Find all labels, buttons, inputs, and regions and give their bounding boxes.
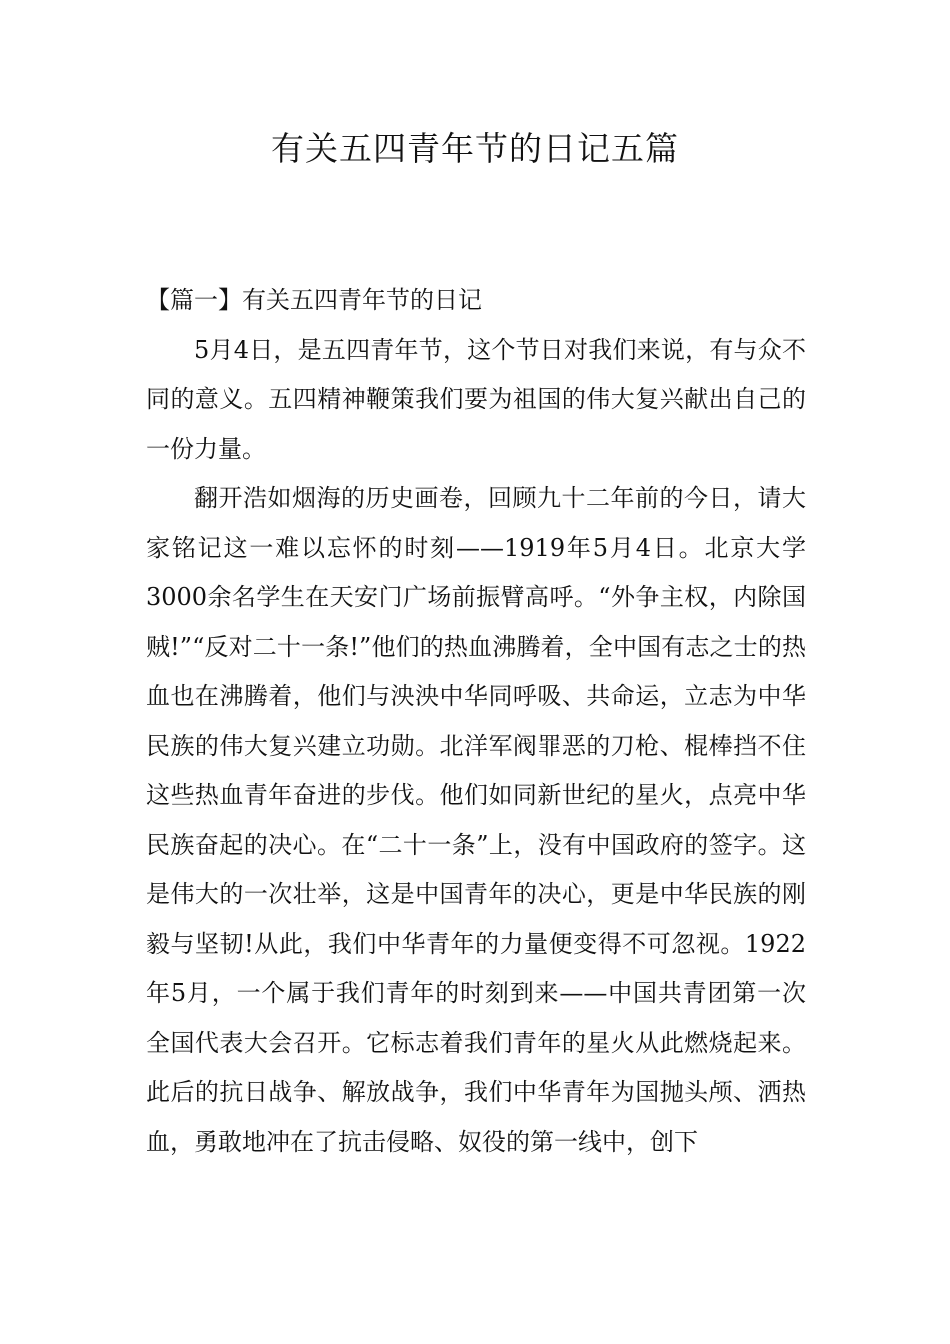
document-title: 有关五四青年节的日记五篇	[271, 129, 679, 168]
paragraph-2: 翻开浩如烟海的历史画卷，回顾九十二年前的今日，请大家铭记这一难以忘怀的时刻——1919年5月4日。北京大学3000余名学生在天安门广场前振臂高呼。“外争主权，内除国 贼!”“反对二十一条!”他们的热血沸腾着，全中国有志之士的热血也在沸腾着，他们与泱泱中华同呼吸、共命运，立志为中华民族的伟大复兴建立功勋。北洋军阀罪恶的刀枪、棍棒挡不住这些热血青年奋进的步伐。他们如同新世纪的星火，点亮中华民族奋起的决心。在“二十一条”上，没有中国政府的签字。这是伟大的一次壮举，这是中国青年的决心，更是中华民族的刚毅与坚韧!从此，我们中华青年的力量便变得不可忽视。1922年5月，一个属于我们青年的时刻到来——中国共青团第一次全国代表大会召开。它标志着我们青年的星火从此燃烧起来。此后的抗日战争、解放战争，我们中华青年为国抛头颅、洒热血，勇敢地冲在了抗击侵略、奴役的第一线中，创下	[146, 484, 806, 1156]
paragraph-1: 5月4日，是五四青年节，这个节日对我们来说，有与众不同的意义。五四精神鞭策我们要为祖国的伟大复兴献出自己的一份力量。	[146, 335, 806, 463]
section-heading: 【篇一】有关五四青年节的日记	[146, 286, 482, 314]
document-body	[146, 276, 806, 1167]
